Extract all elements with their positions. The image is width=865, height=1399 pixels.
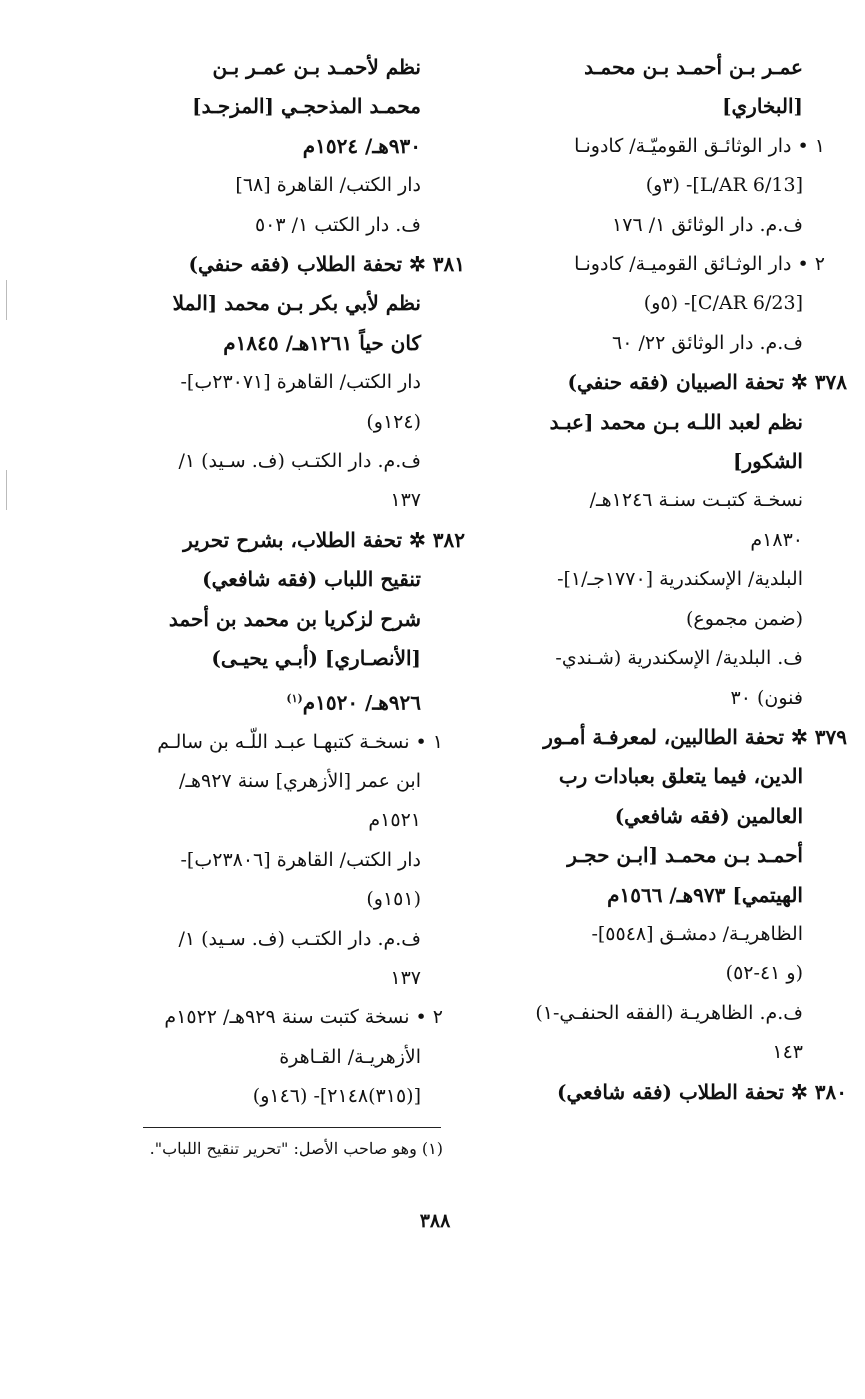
text-line — [495, 836, 825, 875]
text-line — [108, 920, 443, 959]
text-line — [108, 324, 443, 363]
text-line — [108, 880, 443, 919]
text-line — [108, 403, 443, 442]
text-line — [495, 915, 825, 954]
text-line-content: ٣٨٢ ✲ تحفة الطلاب، بشرح تحرير — [183, 527, 465, 552]
text-line-content: الهيتمي] ٩٧٣هـ/ ١٥٦٦م — [607, 882, 803, 907]
text-line-content: كان حياً ١٢٦١هـ/ ١٨٤٥م — [223, 330, 421, 355]
text-line-content: ١٨٣٠م — [750, 528, 803, 551]
text-line-content: دار الكتب/ القاهرة [٢٣٨٠٦ب]- — [180, 848, 421, 871]
text-line-content: محمـد المذحجـي [المزجـد] — [192, 94, 421, 119]
text-line — [495, 994, 825, 1033]
text-line — [495, 757, 825, 796]
footnote-marker: (١) — [286, 691, 303, 705]
text-line — [108, 166, 443, 205]
text-line-content: البلدية/ الإسكندرية [١٧٧٠جـ/١]- — [557, 568, 803, 591]
text-line — [495, 87, 825, 126]
text-line — [108, 245, 465, 284]
text-line — [108, 521, 465, 560]
text-line-content: ١٤٣ — [772, 1041, 803, 1064]
text-line-content: نظم لعبد اللـه بـن محمد [عبـد — [549, 409, 803, 434]
text-line — [495, 48, 825, 87]
right-column — [495, 48, 847, 1112]
footnote: (١) وهو صاحب الأصل: "تحرير تنقيح اللباب". — [149, 1139, 443, 1158]
text-line-content: [الأنصـاري] (أبـي يحيـى) — [211, 646, 421, 671]
text-line-content: ١٣٧ — [390, 967, 421, 989]
text-line-content: الأزهريـة/ القـاهرة — [279, 1045, 421, 1068]
text-line — [108, 639, 443, 678]
text-line — [495, 442, 825, 481]
text-line-content: (١٢٤و) — [366, 410, 421, 433]
text-line-content: ١٥٢١م — [368, 809, 421, 832]
text-line-content: نظم لأبي بكر بـن محمد [الملا — [172, 291, 421, 316]
scan-margin-mark — [6, 470, 7, 510]
text-line-content: ف. دار الكتب ١/ ٥٠٣ — [254, 213, 421, 236]
page-number: ٣٨٨ — [419, 1210, 451, 1232]
text-line-content: ٣٧٩ ✲ تحفة الطالبين، لمعرفـة أمـور — [543, 724, 847, 749]
text-line-content: تنقيح اللباب (فقه شافعي) — [202, 567, 421, 592]
text-line-content: ٣٨١ ✲ تحفة الطلاب (فقه حنفي) — [188, 252, 465, 277]
text-line-content: عمـر بـن أحمـد بـن محمـد — [584, 55, 803, 79]
text-line-content: ف.م. دار الكتـب (ف. سـيد) ١/ — [178, 927, 421, 950]
text-line — [108, 762, 443, 801]
text-line-content: الدين، فيما يتعلق بعبادات رب — [558, 764, 803, 789]
text-line — [495, 718, 847, 757]
text-line — [495, 363, 847, 402]
text-line-content: [L/AR 6/13]- (٣و) — [645, 174, 803, 197]
text-line — [108, 723, 443, 762]
scan-margin-mark — [6, 280, 7, 320]
text-line-content: ٢ • دار الوثـائق القوميـة/ كادونـا — [574, 253, 825, 276]
text-line-content: العالمين (فقه شافعي) — [614, 803, 803, 828]
text-line — [108, 127, 443, 166]
text-line — [495, 954, 825, 993]
text-line — [495, 521, 825, 560]
text-line — [108, 959, 443, 998]
text-line-content: ١ • دار الوثائـق القوميّـة/ كادونـا — [574, 134, 825, 157]
text-line-content: الشكور] — [733, 449, 803, 474]
text-line-content: (و ٤١-٥٢) — [725, 962, 803, 985]
text-line-content: ٣٨٠ ✲ تحفة الطلاب (فقه شافعي) — [557, 1079, 847, 1104]
text-line-content: ف.م. الظاهريـة (الفقه الحنفـي-١) — [535, 1001, 803, 1024]
text-line-content: شرح لزكريا بن محمد بن أحمد — [168, 606, 421, 631]
text-line-content: ابن عمر [الأزهري] سنة ٩٢٧هـ/ — [179, 769, 421, 792]
text-line — [108, 284, 443, 323]
text-line — [108, 560, 443, 599]
text-line-content: ف.م. دار الوثائق ٢٢/ ٦٠ — [612, 331, 803, 354]
text-line — [495, 403, 825, 442]
text-line — [108, 206, 443, 245]
text-line — [495, 481, 825, 520]
text-line — [495, 127, 825, 166]
text-line-content: (ضمن مجموع) — [685, 607, 803, 630]
text-line — [495, 679, 825, 718]
footnote-rule — [143, 1127, 441, 1128]
left-column — [108, 48, 465, 1117]
text-line — [108, 841, 443, 880]
text-line — [495, 639, 825, 678]
text-line-content: ١ • نسخـة كتبهـا عبـد اللّـه بن سالـم — [157, 730, 443, 753]
text-line-content: نظم لأحمـد بـن عمـر بـن — [212, 55, 421, 79]
text-line-content: [البخاري] — [722, 94, 803, 119]
text-line-content: فنون) ٣٠ — [730, 686, 803, 709]
text-line — [108, 801, 443, 840]
text-line-content: أحمـد بـن محمـد [ابـن حجـر — [567, 843, 803, 868]
text-line — [108, 998, 443, 1037]
text-line — [495, 1033, 825, 1072]
text-line — [108, 1038, 443, 1077]
text-line-content: ف. البلدية/ الإسكندرية (شـندي- — [555, 647, 803, 670]
text-line-content: ٣٧٨ ✲ تحفة الصبيان (فقه حنفي) — [567, 370, 847, 395]
text-line-content: الظاهريـة/ دمشـق [٥٥٤٨]- — [591, 922, 803, 945]
text-line-content: (١٥١و) — [366, 888, 421, 911]
text-line-content: ٩٢٦هـ/ ١٥٢٠م — [302, 690, 421, 715]
text-line — [495, 284, 825, 323]
text-line-content: دار الكتب/ القاهرة [٦٨] — [235, 174, 421, 197]
text-line-content: ف.م. دار الكتـب (ف. سـيد) ١/ — [178, 450, 421, 473]
text-line-content: نسخـة كتبـت سنـة ١٢٤٦هـ/ — [589, 489, 803, 512]
text-line — [495, 245, 825, 284]
text-line-content: [C/AR 6/23]- (٥و) — [643, 292, 803, 315]
text-line — [108, 48, 443, 87]
text-line-content: ٩٣٠هـ/ ١٥٢٤م — [302, 133, 421, 158]
text-line-content: ١٣٧ — [390, 489, 421, 512]
text-line — [108, 481, 443, 520]
text-line — [108, 363, 443, 402]
text-line — [495, 560, 825, 599]
text-line — [495, 797, 825, 836]
text-line-content: ٢ • نسخة كتبت سنة ٩٢٩هـ/ ١٥٢٢م — [164, 1006, 443, 1029]
text-line — [495, 1073, 847, 1112]
text-line — [108, 679, 443, 723]
text-line-content: ف.م. دار الوثائق ١/ ١٧٦ — [612, 213, 803, 236]
text-line — [495, 206, 825, 245]
text-line — [495, 876, 825, 915]
text-line-content: دار الكتب/ القاهرة [٢٣٠٧١ب]- — [180, 371, 421, 394]
text-line — [108, 1077, 443, 1116]
text-line — [108, 600, 443, 639]
text-line — [495, 600, 825, 639]
text-line-content: [(٣١٥)٢١٤٨]- (١٤٦و) — [252, 1085, 421, 1108]
text-line — [495, 324, 825, 363]
text-line — [108, 442, 443, 481]
text-line — [108, 87, 443, 126]
text-line — [495, 166, 825, 205]
